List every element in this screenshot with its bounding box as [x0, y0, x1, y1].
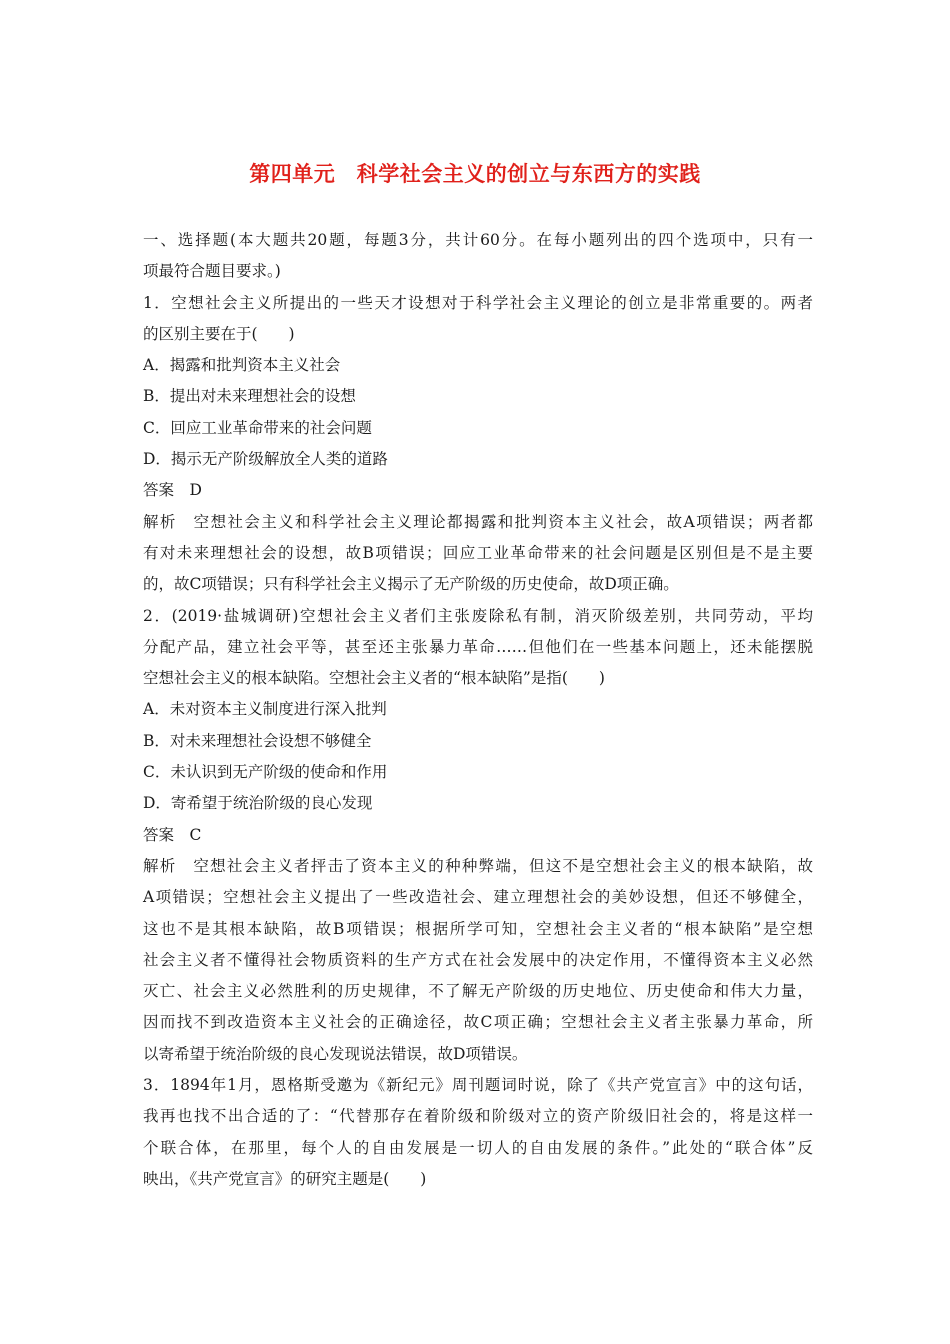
q1-analysis-line-2: 有对未来理想社会的设想，故B项错误；回应工业革命带来的社会问题是区别但是不是主要 [143, 543, 813, 562]
q1-analysis-line-3: 的，故C项错误；只有科学社会主义揭示了无产阶级的历史使命，故D项正确。 [143, 575, 679, 594]
instruction-line-1: 一、选择题(本大题共20题，每题3分，共计60分。在每小题列出的四个选项中，只有一 [143, 231, 813, 249]
q2-analysis-line-5: 灭亡、社会主义必然胜利的历史规律，不了解无产阶级的历史地位、历史使命和伟大力量， [143, 982, 813, 1001]
q2-answer: 答案 C [143, 825, 202, 844]
q2-analysis-line-3: 这也不是其根本缺陷，故B项错误；根据所学可知，空想社会主义者的“根本缺陷”是空想 [143, 919, 813, 938]
q1-stem-line-1: 1．空想社会主义所提出的一些天才设想对于科学社会主义理论的创立是非常重要的。两者 [143, 293, 813, 312]
q3-stem-line-2: 我再也找不出合适的了：“代替那存在着阶级和阶级对立的资产阶级旧社会的，将是这样一 [143, 1107, 813, 1126]
q2-option-b: B．对未来理想社会设想不够健全 [143, 731, 372, 750]
q1-answer: 答案 D [143, 481, 202, 500]
q2-stem-line-1: 2．(2019·盐城调研)空想社会主义者们主张废除私有制，消灭阶级差别，共同劳动，平均 [143, 606, 813, 625]
q3-stem-line-1: 3．1894年1月，恩格斯受邀为《新纪元》周刊题词时说，除了《共产党宣言》中的这句话， [143, 1076, 813, 1095]
instruction-line-2: 项最符合题目要求。) [143, 262, 281, 281]
question-body [143, 225, 813, 1195]
q2-option-c: C．未认识到无产阶级的使命和作用 [143, 763, 388, 782]
q1-option-b: B．提出对未来理想社会的设想 [143, 387, 356, 406]
q2-stem-line-2: 分配产品，建立社会平等，甚至还主张暴力革命……但他们在一些基本问题上，还未能摆脱 [143, 637, 813, 656]
q3-stem-line-4: 映出，《共产党宣言》的研究主题是( ) [143, 1169, 427, 1188]
q3-stem-line-3: 个联合体，在那里，每个人的自由发展是一切人的自由发展的条件。”此处的“联合体”反 [143, 1138, 813, 1157]
q1-analysis-line-1: 解析 空想社会主义和科学社会主义理论都揭露和批判资本主义社会，故A项错误；两者都 [143, 512, 813, 531]
q1-option-a: A．揭露和批判资本主义社会 [143, 356, 341, 375]
q2-analysis-line-6: 因而找不到改造资本主义社会的正确途径，故C项正确；空想社会主义者主张暴力革命，所 [143, 1013, 813, 1032]
q2-option-d: D．寄希望于统治阶级的良心发现 [143, 794, 373, 813]
q2-option-a: A．未对资本主义制度进行深入批判 [143, 700, 387, 719]
page-title: 第四单元 科学社会主义的创立与东西方的实践 [249, 162, 701, 186]
q2-analysis-line-2: A项错误；空想社会主义提出了一些改造社会、建立理想社会的美妙设想，但还不够健全， [143, 888, 813, 907]
q1-option-d: D．揭示无产阶级解放全人类的道路 [143, 450, 388, 469]
q1-stem-line-2: 的区别主要在于( ) [143, 324, 295, 343]
q2-analysis-line-7: 以寄希望于统治阶级的良心发现说法错误，故D项错误。 [143, 1044, 528, 1063]
q2-analysis-line-4: 社会主义者不懂得社会物质资料的生产方式在社会发展中的决定作用，不懂得资本主义必然 [143, 950, 813, 969]
q1-option-c: C．回应工业革命带来的社会问题 [143, 418, 372, 437]
q2-analysis-line-1: 解析 空想社会主义者抨击了资本主义的种种弊端，但这不是空想社会主义的根本缺陷，故 [143, 856, 813, 875]
q2-stem-line-3: 空想社会主义的根本缺陷。空想社会主义者的“根本缺陷”是指( ) [143, 669, 605, 688]
